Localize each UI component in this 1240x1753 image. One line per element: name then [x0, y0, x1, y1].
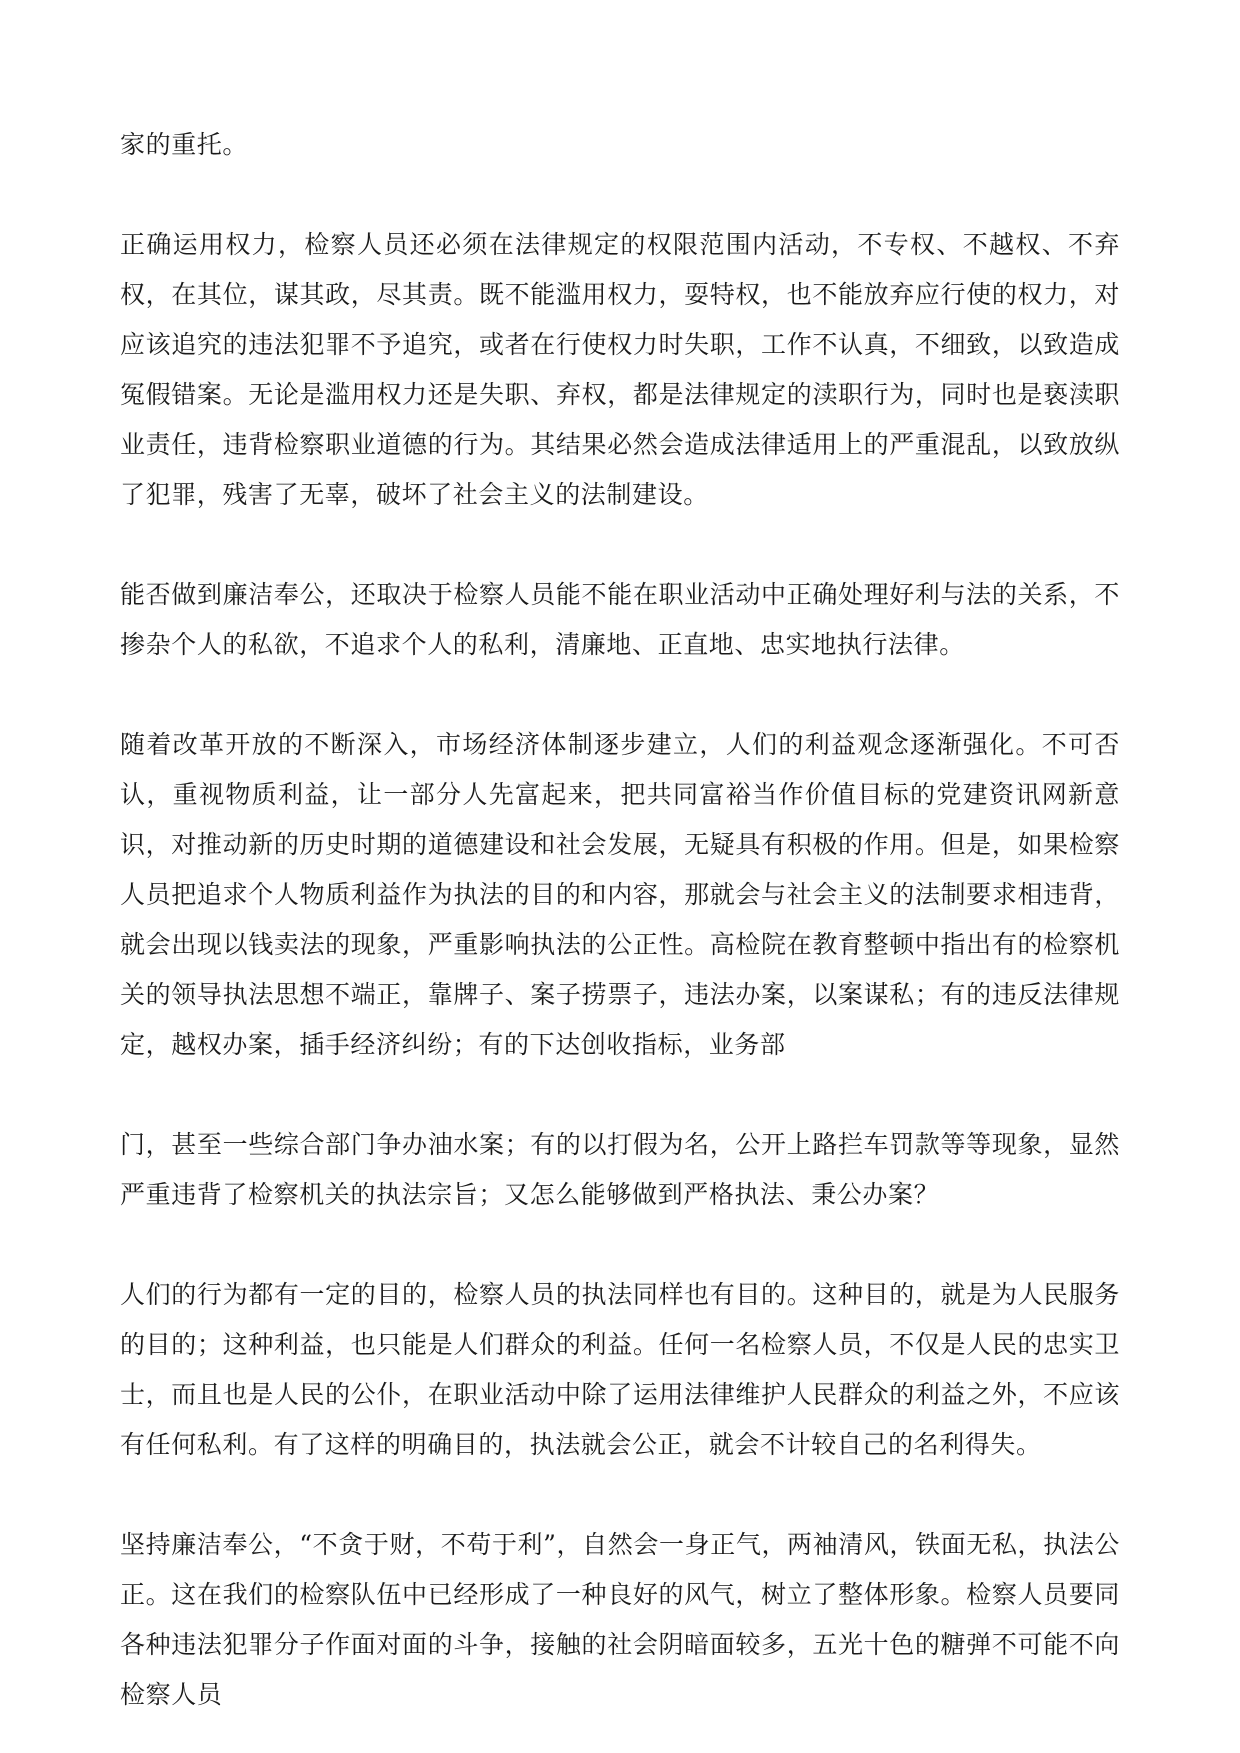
paragraph-3: 能否做到廉洁奉公，还取决于检察人员能不能在职业活动中正确处理好利与法的关系，不掺杂个人的私欲，不追求个人的私利，清廉地、正直地、忠实地执行法律。 [120, 580, 1120, 659]
document-body [120, 120, 1120, 1720]
paragraph-7: 坚持廉洁奉公，“不贪于财，不苟于利”，自然会一身正气，两袖清风，铁面无私，执法公正。这在我们的检察队伍中已经形成了一种良好的风气，树立了整体形象。检察人员要同各种违法犯罪分子作面对面的斗争，接触的社会阴暗面较多，五光十色的糖弹不可能不向检察人员 [120, 1530, 1120, 1709]
paragraph-spacer [120, 1220, 1120, 1270]
paragraph-4: 随着改革开放的不断深入，市场经济体制逐步建立，人们的利益观念逐渐强化。不可否认，重视物质利益，让一部分人先富起来，把共同富裕当作价值目标的党建资讯网新意识，对推动新的历史时期的道德建设和社会发展，无疑具有积极的作用。但是，如果检察人员把追求个人物质利益作为执法的目的和内容，那就会与社会主义的法制要求相违背，就会出现以钱卖法的现象，严重影响执法的公正性。高检院在教育整顿中指出有的检察机关的领导执法思想不端正，靠牌子、案子捞票子，违法办案，以案谋私；有的违反法律规定，越权办案，插手经济纠纷；有的下达创收指标，业务部 [120, 730, 1120, 1059]
paragraph-spacer [120, 1070, 1120, 1120]
paragraph-spacer [120, 670, 1120, 720]
paragraph-spacer [120, 520, 1120, 570]
paragraph-1: 家的重托。 [120, 130, 249, 159]
paragraph-6: 人们的行为都有一定的目的，检察人员的执法同样也有目的。这种目的，就是为人民服务的目的；这种利益，也只能是人们群众的利益。任何一名检察人员，不仅是人民的忠实卫士，而且也是人民的公仆，在职业活动中除了运用法律维护人民群众的利益之外，不应该有任何私利。有了这样的明确目的，执法就会公正，就会不计较自己的名利得失。 [120, 1280, 1120, 1459]
paragraph-5: 门，甚至一些综合部门争办油水案；有的以打假为名，公开上路拦车罚款等等现象，显然严重违背了检察机关的执法宗旨；又怎么能够做到严格执法、秉公办案？ [120, 1130, 1120, 1209]
paragraph-spacer [120, 170, 1120, 220]
paragraph-2: 正确运用权力，检察人员还必须在法律规定的权限范围内活动，不专权、不越权、不弃权，在其位，谋其政，尽其责。既不能滥用权力，耍特权，也不能放弃应行使的权力，对应该追究的违法犯罪不予追究，或者在行使权力时失职，工作不认真，不细致，以致造成冤假错案。无论是滥用权力还是失职、弃权，都是法律规定的渎职行为，同时也是亵渎职业责任，违背检察职业道德的行为。其结果必然会造成法律适用上的严重混乱，以致放纵了犯罪，残害了无辜，破坏了社会主义的法制建设。 [120, 230, 1120, 509]
paragraph-spacer [120, 1470, 1120, 1520]
